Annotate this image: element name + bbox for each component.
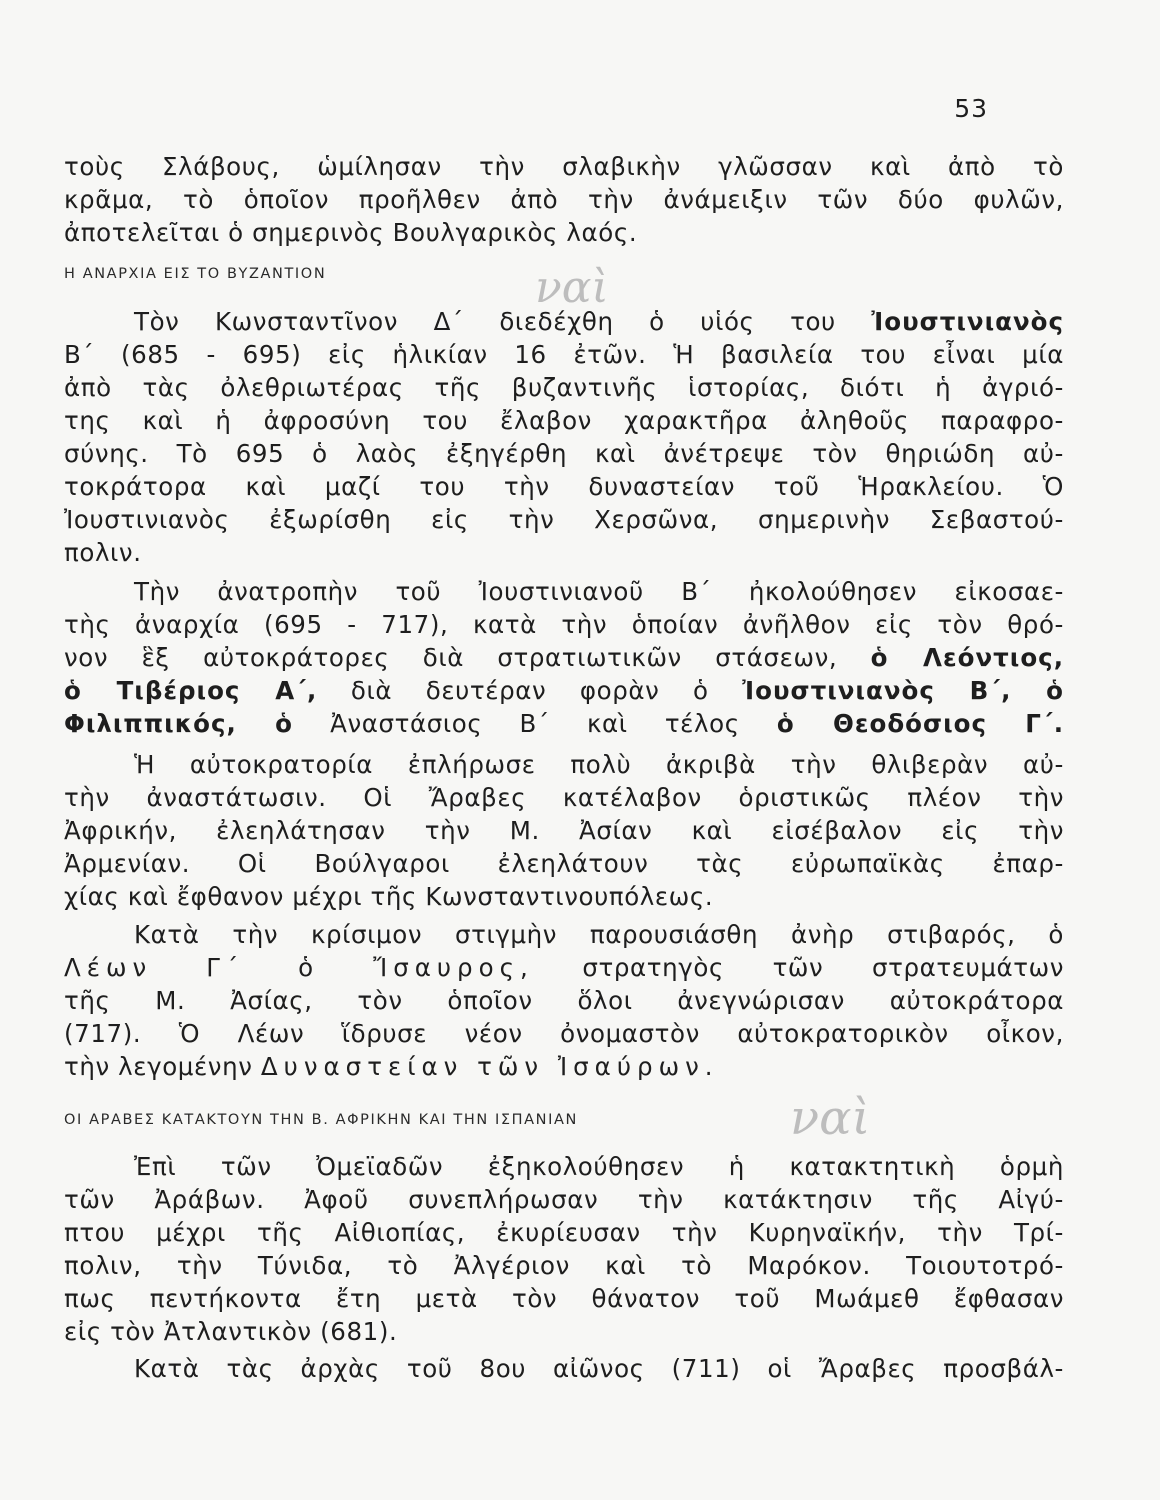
paragraph-1: [64, 150, 1064, 249]
spaced-name: Λέων Γ΄ ὁ Ἴσαυρος,: [64, 953, 534, 982]
text-line: πολιν.: [64, 538, 142, 567]
bold-name: Φιλιππικός, ὁ: [64, 709, 293, 738]
paragraph-2: [64, 305, 1064, 569]
bold-name: Ἰουστινιανὸς Β΄, ὁ: [742, 676, 1064, 705]
paragraph-5: [64, 918, 1064, 1083]
paragraph-7: [64, 1352, 1064, 1385]
bold-name: ὁ Τιβέριος Α΄,: [64, 676, 318, 705]
text-line: [64, 951, 1064, 984]
text-line: τῆς Μ. Ἀσίας, τὸν ὁποῖον ὅλοι ἀνεγνώρισαν αὐτοκράτορα: [64, 986, 1064, 1015]
text-line: Ἀρμενίαν. Οἱ Βούλγαροι ἐλεηλάτουν τὰς εὐρωπαϊκὰς ἐπαρ-: [64, 849, 1064, 878]
text-line: Κατὰ τὴν κρίσιμον στιγμὴν παρουσιάσθη ἀνὴρ στιβαρός, ὁ: [134, 920, 1064, 949]
text-line: Κατὰ τὰς ἀρχὰς τοῦ 8ου αἰῶνος (711) οἱ Ἄραβες προσβάλ-: [134, 1354, 1064, 1383]
text-line: [64, 707, 1064, 740]
text-run: Ἀναστάσιος Β΄: [330, 709, 550, 738]
text-line: Β΄ (685 - 695) εἰς ἡλικίαν 16 ἐτῶν. Ἡ βασιλεία του εἶναι μία: [64, 340, 1064, 369]
text-line: Τὴν ἀνατροπὴν τοῦ Ἰουστινιανοῦ Β΄ ἠκολούθησεν εἰκοσαε-: [134, 577, 1064, 606]
page-number: 53: [954, 94, 988, 123]
text-line: εἰς τὸν Ἀτλαντικὸν (681).: [64, 1317, 398, 1346]
text-line: [64, 641, 1064, 674]
section-heading-arabs: ΟΙ ΑΡΑΒΕΣ ΚΑΤΑΚΤΟΥΝ ΤΗΝ Β. ΑΦΡΙΚΗΝ ΚΑΙ ΤΗΝ ΙΣΠΑΝΙΑΝ: [64, 1112, 578, 1128]
bold-name: Ἰουστινιανὸς: [871, 307, 1064, 336]
text-line: κρᾶμα, τὸ ὁποῖον προῆλθεν ἀπὸ τὴν ἀνάμειξιν τῶν δύο φυλῶν,: [64, 185, 1064, 214]
text-line: χίας καὶ ἔφθανον μέχρι τῆς Κωνσταντινουπόλεως.: [64, 882, 714, 911]
text-line: ἀπὸ τὰς ὀλεθριωτέρας τῆς βυζαντινῆς ἱστορίας, διότι ἡ ἀγριό-: [64, 373, 1064, 402]
text-line: (717). Ὁ Λέων ἵδρυσε νέον ὀνομαστὸν αὐτοκρατορικὸν οἶκον,: [64, 1019, 1064, 1048]
text-line: [64, 305, 1064, 338]
paragraph-3: [64, 575, 1064, 740]
text-line: [64, 674, 1064, 707]
text-line: σύνης. Τὸ 695 ὁ λαὸς ἐξηγέρθη καὶ ἀνέτρεψε τὸν θηριώδη αὐ-: [64, 439, 1064, 468]
text-run: Τὸν Κωνσταντῖνον Δ΄ διεδέχθη ὁ υἱός του: [134, 307, 836, 336]
paragraph-4: [64, 748, 1064, 913]
section-heading-anarchy: Η ΑΝΑΡΧΙΑ ΕΙΣ ΤΟ ΒΥΖΑΝΤΙΟΝ: [64, 266, 327, 282]
text-line: πως πεντήκοντα ἔτη μετὰ τὸν θάνατον τοῦ Μωάμεθ ἔφθασαν: [64, 1284, 1064, 1313]
text-run: καὶ τέλος: [586, 709, 740, 738]
paragraph-6: [64, 1150, 1064, 1348]
text-line: Ἐπὶ τῶν Ὀμεϊαδῶν ἐξηκολούθησεν ἡ κατακτητικὴ ὁρμὴ: [134, 1152, 1064, 1181]
text-line: τῶν Ἀράβων. Ἀφοῦ συνεπλήρωσαν τὴν κατάκτησιν τῆς Αἰγύ-: [64, 1185, 1064, 1214]
spaced-name: Δυναστείαν τῶν Ἰσαύρων.: [260, 1052, 719, 1081]
bold-name: ὁ Θεοδόσιος Γ΄.: [776, 709, 1065, 738]
text-line: Ἰουστινιανὸς ἐξωρίσθη εἰς τὴν Χερσῶνα, σημερινὴν Σεβαστού-: [64, 505, 1064, 534]
text-line: πτου μέχρι τῆς Αἰθιοπίας, ἐκυρίευσαν τὴν Κυρηναϊκήν, τὴν Τρί-: [64, 1218, 1064, 1247]
bold-name: ὁ Λεόντιος,: [870, 643, 1064, 672]
margin-note-top: ναὶ: [535, 262, 609, 313]
text-line: ἀποτελεῖται ὁ σημερινὸς Βουλγαρικὸς λαός.: [64, 218, 638, 247]
text-line: τὴς ἀναρχία (695 - 717), κατὰ τὴν ὁποίαν ἀνῆλθον εἰς τὸν θρό-: [64, 610, 1064, 639]
text-line: τοὺς Σλάβους, ὡμίλησαν τὴν σλαβικὴν γλῶσσαν καὶ ἀπὸ τὸ: [64, 152, 1064, 181]
text-run: διὰ δευτέραν φορὰν ὁ: [350, 676, 709, 705]
text-line: [64, 1050, 1064, 1083]
text-line: Ἡ αὐτοκρατορία ἐπλήρωσε πολὺ ἀκριβὰ τὴν θλιβερὰν αὐ-: [134, 750, 1064, 779]
margin-note-bottom: ναὶ: [790, 1090, 871, 1146]
text-run: νον ἓξ αὐτοκράτορες διὰ στρατιωτικῶν στάσεων,: [64, 643, 838, 672]
text-line: πολιν, τὴν Τύνιδα, τὸ Ἀλγέριον καὶ τὸ Μαρόκον. Τοιουτοτρό-: [64, 1251, 1064, 1280]
text-run: τὴν λεγομένην: [64, 1052, 253, 1081]
text-line: τοκράτορα καὶ μαζί του τὴν δυναστείαν τοῦ Ἡρακλείου. Ὁ: [64, 472, 1064, 501]
text-run: στρατηγὸς τῶν στρατευμάτων: [582, 953, 1065, 982]
text-line: τὴν ἀναστάτωσιν. Οἱ Ἄραβες κατέλαβον ὁριστικῶς πλέον τὴν: [64, 783, 1064, 812]
text-line: της καὶ ἡ ἀφροσύνη του ἔλαβον χαρακτῆρα ἀληθοῦς παραφρο-: [64, 406, 1064, 435]
text-line: Ἀφρικήν, ἐλεηλάτησαν τὴν Μ. Ἀσίαν καὶ εἰσέβαλον εἰς τὴν: [64, 816, 1064, 845]
